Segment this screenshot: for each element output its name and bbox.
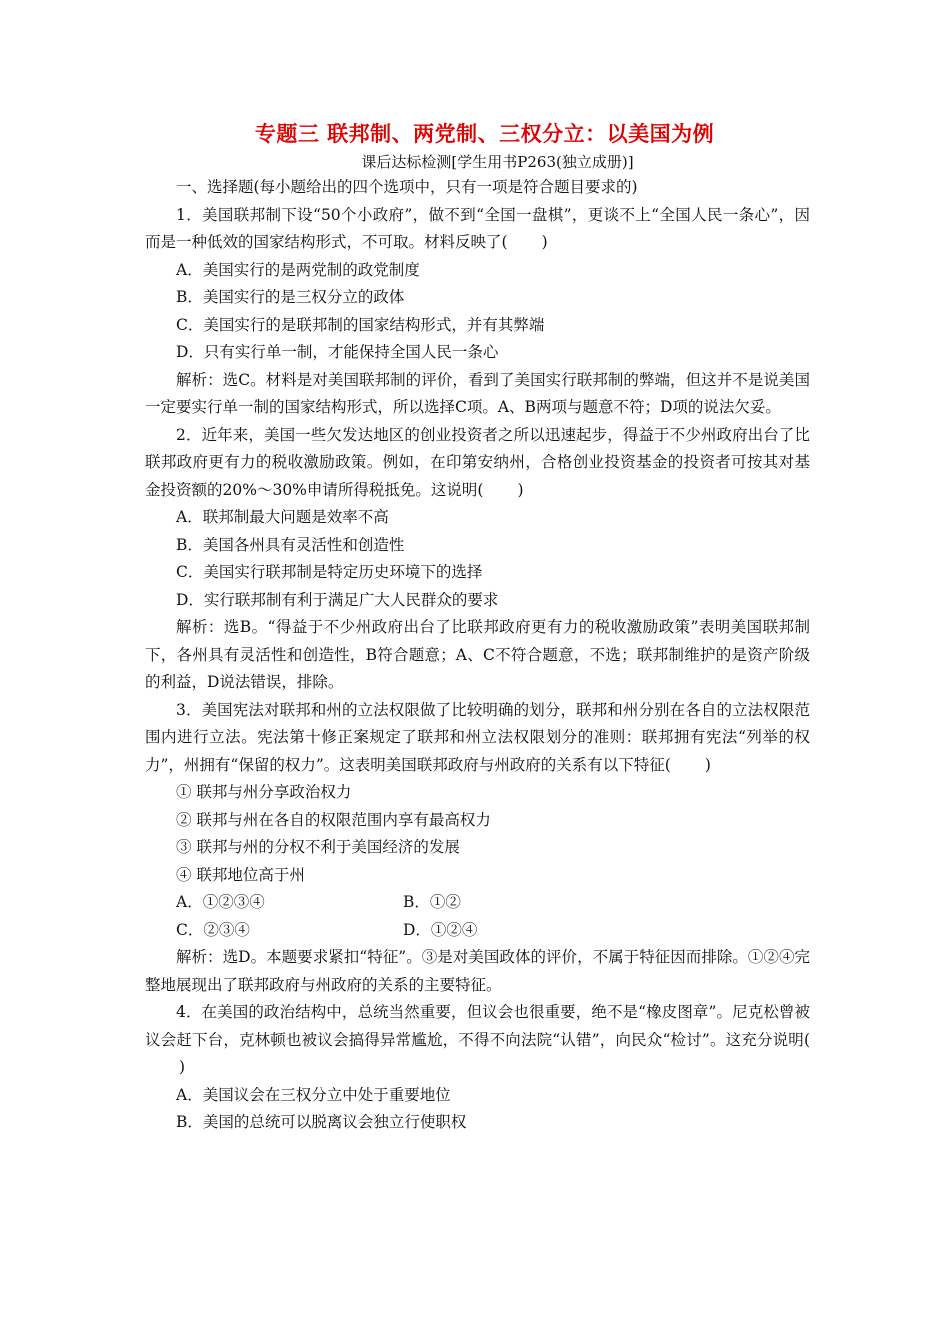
question-3-options-row-1: [176, 889, 810, 917]
question-3-paren: ): [704, 755, 711, 774]
question-3-option-b: B．①②: [403, 893, 461, 911]
document-page: [145, 120, 810, 1137]
question-4-text: 4．在美国的政治结构中，总统当然重要，但议会也很重要，绝不是“橡皮图章”。尼克松曾被议会赶下台，克林顿也被议会搞得异常尴尬，不得不向法院“认错”，向民众“检讨”。这充分说明(: [145, 1003, 810, 1049]
question-2-option-b: B．美国各州具有灵活性和创造性: [176, 535, 405, 554]
question-1-option-d: D．只有实行单一制，才能保持全国人民一条心: [176, 343, 499, 361]
question-3-option-d: D．①②④: [403, 920, 478, 939]
question-1-option-b: B．美国实行的是三权分立的政体: [176, 288, 405, 306]
question-2-text: 2．近年来，美国一些欠发达地区的创业投资者之所以迅速起步，得益于不少州政府出台了比联邦政府更有力的税收激励政策。例如，在印第安纳州，合格创业投资基金的投资者可按其对基金投资额的20%～30%申请所得税抵免。这说明(: [145, 425, 810, 499]
question-1-stem: [145, 202, 810, 257]
question-3-options-row-2: [176, 917, 810, 945]
question-2-option-a: A．联邦制最大问题是效率不高: [176, 508, 389, 526]
question-4-paren: ): [179, 1058, 186, 1076]
page-title: 专题三 联邦制、两党制、三权分立：以美国为例: [254, 121, 715, 146]
question-4-option-b: B．美国的总统可以脱离议会独立行使职权: [176, 1113, 467, 1131]
question-1-paren: ): [541, 233, 548, 251]
question-3-text: 3．美国宪法对联邦和州的立法权限做了比较明确的划分，联邦和州分别在各自的立法权限范围内进行立法。宪法第十修正案规定了联邦和州立法权限划分的准则：联邦拥有宪法“列举的权力”，州拥有“保留的权力”。这表明美国联邦政府与州政府的关系有以下特征(: [145, 700, 810, 774]
question-2-analysis: 解析：选B。“得益于不少州政府出台了比联邦政府更有力的税收激励政策”表明美国联邦制下，各州具有灵活性和创造性，B符合题意；A、C不符合题意，不选；联邦制维护的是资产阶级的利益，D说法错误，排除。: [145, 618, 810, 691]
question-4-option-a: A．美国议会在三权分立中处于重要地位: [176, 1085, 451, 1104]
page-subtitle: 课后达标检测[学生用书P263(独立成册)]: [361, 153, 634, 171]
question-3-option-c: C．②③④: [176, 920, 250, 939]
question-3-analysis: 解析：选D。本题要求紧扣“特征”。③是对美国政体的评价，不属于特征因而排除。①②④完整地展现出了联邦政府与州政府的关系的主要特征。: [145, 948, 810, 994]
question-2-option-c: C．美国实行联邦制是特定历史环境下的选择: [176, 563, 483, 581]
question-1-analysis: 解析：选C。材料是对美国联邦制的评价，看到了美国实行联邦制的弊端，但这并不是说美国一定要实行单一制的国家结构形式，所以选择C项。A、B两项与题意不符；D项的说法欠妥。: [145, 370, 810, 416]
question-2-stem: [145, 422, 810, 505]
question-3-item-3: ③ 联邦与州的分权不利于美国经济的发展: [176, 838, 460, 856]
question-3-stem: [145, 697, 810, 780]
question-4-stem: [145, 999, 810, 1082]
question-3-item-4: ④ 联邦地位高于州: [176, 865, 305, 884]
question-3-item-2: ② 联邦与州在各自的权限范围内享有最高权力: [176, 810, 491, 829]
question-1-text: 1．美国联邦制下设“50个小政府”，做不到“全国一盘棋”，更谈不上“全国人民一条心”，因而是一种低效的国家结构形式，不可取。材料反映了(: [145, 205, 810, 251]
question-3-item-1: ① 联邦与州分享政治权力: [176, 783, 352, 801]
section-heading: 一、选择题(每小题给出的四个选项中，只有一项是符合题目要求的): [176, 178, 638, 196]
question-2-option-d: D．实行联邦制有利于满足广大人民群众的要求: [176, 590, 499, 609]
question-1-option-c: C．美国实行的是联邦制的国家结构形式，并有其弊端: [176, 315, 545, 334]
question-2-paren: ): [517, 480, 524, 499]
question-1-option-a: A．美国实行的是两党制的政党制度: [176, 260, 420, 279]
question-3-option-a: A．①②③④: [176, 893, 265, 911]
